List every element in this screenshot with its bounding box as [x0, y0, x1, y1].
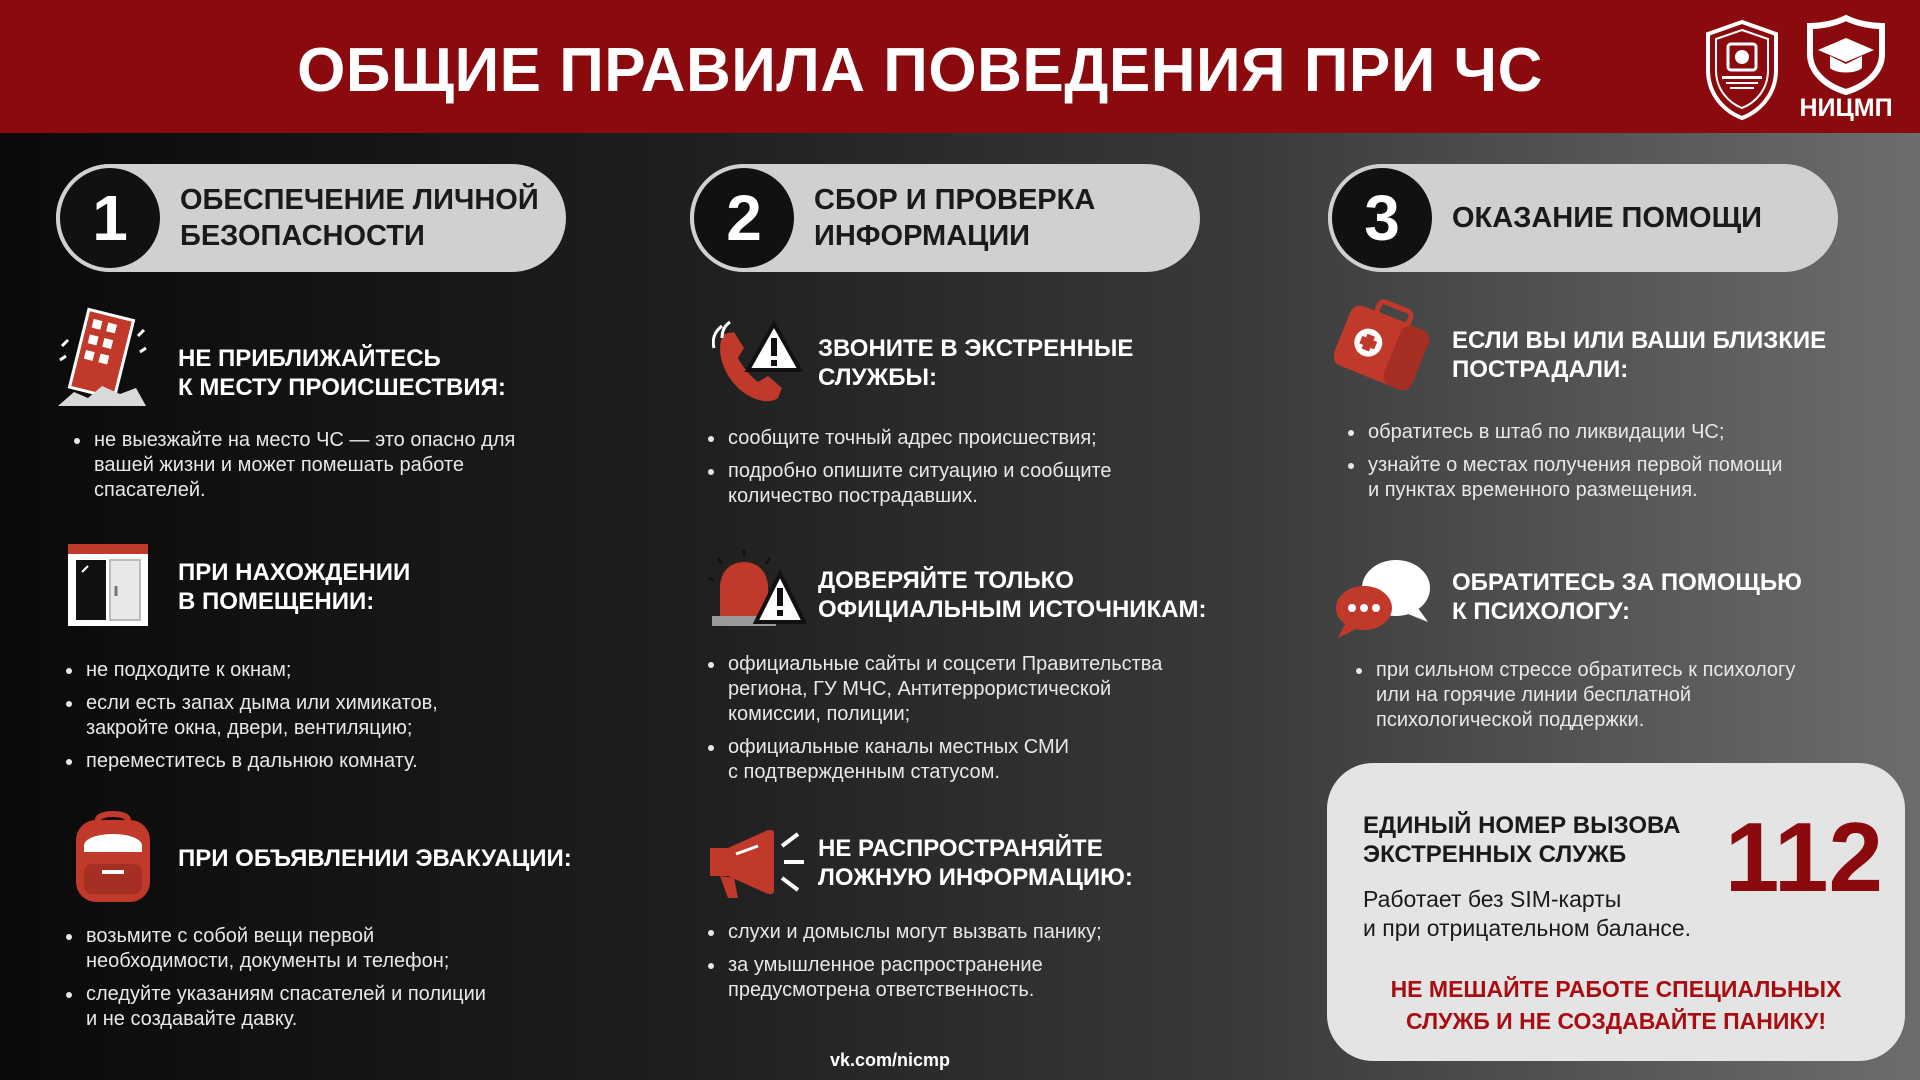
- list-item: возьмите с собой вещи первой необходимости, документы и телефон;: [64, 924, 584, 974]
- graduation-cap-shield-icon: [1796, 14, 1896, 96]
- bullet-list: [72, 428, 572, 511]
- list-item: подробно опишите ситуацию и сообщите количество пострадавших.: [706, 459, 1226, 509]
- bullet-list: [64, 658, 584, 782]
- header-bar: [0, 0, 1920, 133]
- window-icon: [66, 542, 150, 628]
- block-title: НЕ ПРИБЛИЖАЙТЕСЬ К МЕСТУ ПРОИСШЕСТВИЯ:: [178, 345, 506, 401]
- list-item: переместитесь в дальнюю комнату.: [64, 749, 584, 774]
- bullet-list: [1346, 420, 1886, 511]
- block-title: ОБРАТИТЕСЬ ЗА ПОМОЩЬЮ К ПСИХОЛОГУ:: [1452, 569, 1802, 625]
- bullet-list: [706, 652, 1226, 793]
- list-item: не подходите к окнам;: [64, 658, 584, 683]
- siren-warning-icon: [706, 548, 806, 628]
- bullet-list: [1354, 658, 1894, 741]
- emergency-number-card: [1327, 763, 1905, 1061]
- block-title: ЕСЛИ ВЫ ИЛИ ВАШИ БЛИЗКИЕ ПОСТРАДАЛИ:: [1452, 327, 1827, 383]
- list-item: обратитесь в штаб по ликвидации ЧС;: [1346, 420, 1886, 445]
- list-item: официальные сайты и соцсети Правительства региона, ГУ МЧС, Антитеррористической комиссии, полиции;: [706, 652, 1226, 727]
- first-aid-kit-icon: [1334, 296, 1430, 394]
- megaphone-icon: [706, 826, 806, 902]
- list-item: следуйте указаниям спасателей и полиции и не создавайте давку.: [64, 982, 584, 1032]
- phone-warning-icon: [712, 318, 804, 406]
- section-title: СБОР И ПРОВЕРКА ИНФОРМАЦИИ: [814, 184, 1096, 252]
- emergency-number: 112: [1724, 802, 1883, 912]
- speech-bubbles-icon: [1334, 556, 1434, 642]
- block-title: НЕ РАСПРОСТРАНЯЙТЕ ЛОЖНУЮ ИНФОРМАЦИЮ:: [818, 835, 1133, 891]
- block-title: ДОВЕРЯЙТЕ ТОЛЬКО ОФИЦИАЛЬНЫМ ИСТОЧНИКАМ:: [818, 567, 1207, 623]
- section-header-3: [1328, 164, 1838, 272]
- list-item: при сильном стрессе обратитесь к психологу или на горячие линии бесплатной психологической поддержки.: [1354, 658, 1894, 733]
- list-item: если есть запах дыма или химикатов, закройте окна, двери, вентиляцию;: [64, 691, 584, 741]
- block-title: ПРИ ОБЪЯВЛЕНИИ ЭВАКУАЦИИ:: [178, 845, 572, 872]
- page-title: ОБЩИЕ ПРАВИЛА ПОВЕДЕНИЯ ПРИ ЧС: [297, 36, 1543, 105]
- logo-text: НИЦМП: [1799, 94, 1893, 122]
- bullet-list: [706, 426, 1226, 517]
- nicmp-logo: [1796, 14, 1896, 124]
- section-title: ОБЕСПЕЧЕНИЕ ЛИЧНОЙ БЕЗОПАСНОСТИ: [180, 184, 539, 252]
- list-item: сообщите точный адрес происшествия;: [706, 426, 1226, 451]
- section-number: 2: [690, 164, 798, 272]
- card-warning: НЕ МЕШАЙТЕ РАБОТЕ СПЕЦИАЛЬНЫХ СЛУЖБ И НЕ СОЗДАВАЙТЕ ПАНИКУ!: [1390, 976, 1842, 1034]
- bullet-list: [706, 920, 1226, 1011]
- list-item: за умышленное распространение предусмотрена ответственность.: [706, 953, 1226, 1003]
- section-header-2: [690, 164, 1200, 272]
- footer-link[interactable]: vk.com/nicmp: [829, 1050, 951, 1070]
- list-item: официальные каналы местных СМИ с подтвержденным статусом.: [706, 735, 1226, 785]
- section-number: 3: [1328, 164, 1436, 272]
- backpack-icon: [72, 810, 154, 904]
- list-item: не выезжайте на место ЧС — это опасно для вашей жизни и может помешать работе спасателей.: [72, 428, 572, 503]
- list-item: узнайте о местах получения первой помощи и пунктах временного размещения.: [1346, 453, 1886, 503]
- shield-logo-icon: [1700, 18, 1784, 122]
- bullet-list: [64, 924, 584, 1040]
- section-title: ОКАЗАНИЕ ПОМОЩИ: [1452, 202, 1763, 234]
- section-header-1: [56, 164, 566, 272]
- block-title: ЗВОНИТЕ В ЭКСТРЕННЫЕ СЛУЖБЫ:: [818, 335, 1134, 391]
- block-title: ПРИ НАХОЖДЕНИИ В ПОМЕЩЕНИИ:: [178, 559, 411, 615]
- collapsing-building-icon: [54, 306, 150, 410]
- section-number: 1: [56, 164, 164, 272]
- card-description: Работает без SIM-карты и при отрицательном балансе.: [1363, 886, 1692, 941]
- list-item: слухи и домыслы могут вызвать панику;: [706, 920, 1226, 945]
- card-title: ЕДИНЫЙ НОМЕР ВЫЗОВА ЭКСТРЕННЫХ СЛУЖБ: [1363, 812, 1681, 868]
